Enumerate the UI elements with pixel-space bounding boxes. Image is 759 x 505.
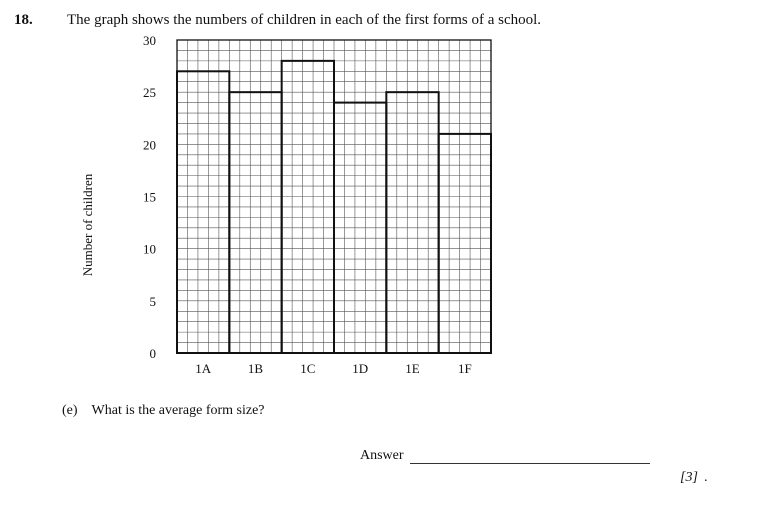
question-part-e: [62, 403, 265, 419]
part-letter: (e): [62, 403, 78, 418]
y-tick-label: 10: [143, 241, 156, 257]
answer-label: Answer: [360, 448, 404, 463]
bar-1E: [386, 92, 438, 353]
bar-1A: [177, 71, 229, 353]
x-tick-label: 1D: [352, 361, 369, 376]
x-tick-label: 1C: [300, 361, 316, 376]
trailing-dot: .: [704, 470, 708, 485]
chart-ticks: [143, 33, 472, 376]
marks-label: [3]: [680, 470, 698, 485]
bar-1B: [229, 92, 281, 353]
y-axis-label: Number of children: [80, 173, 95, 277]
x-tick-label: 1F: [457, 361, 472, 376]
bar-1F: [439, 134, 491, 353]
x-tick-label: 1B: [247, 361, 264, 376]
y-tick-label: 25: [143, 85, 156, 101]
x-tick-label: 1A: [195, 361, 212, 376]
x-tick-label: 1E: [405, 361, 420, 376]
y-tick-label: 15: [143, 189, 156, 205]
y-tick-label: 30: [143, 33, 156, 48]
question-text: The graph shows the numbers of children in each of the first forms of a school.: [67, 12, 542, 28]
y-tick-label: 0: [149, 346, 156, 361]
y-tick-label: 5: [149, 293, 156, 309]
answer-line[interactable]: [410, 463, 650, 464]
y-tick-label: 20: [143, 137, 156, 153]
question-number: 18.: [14, 12, 33, 28]
part-text: What is the average form size?: [91, 403, 265, 418]
